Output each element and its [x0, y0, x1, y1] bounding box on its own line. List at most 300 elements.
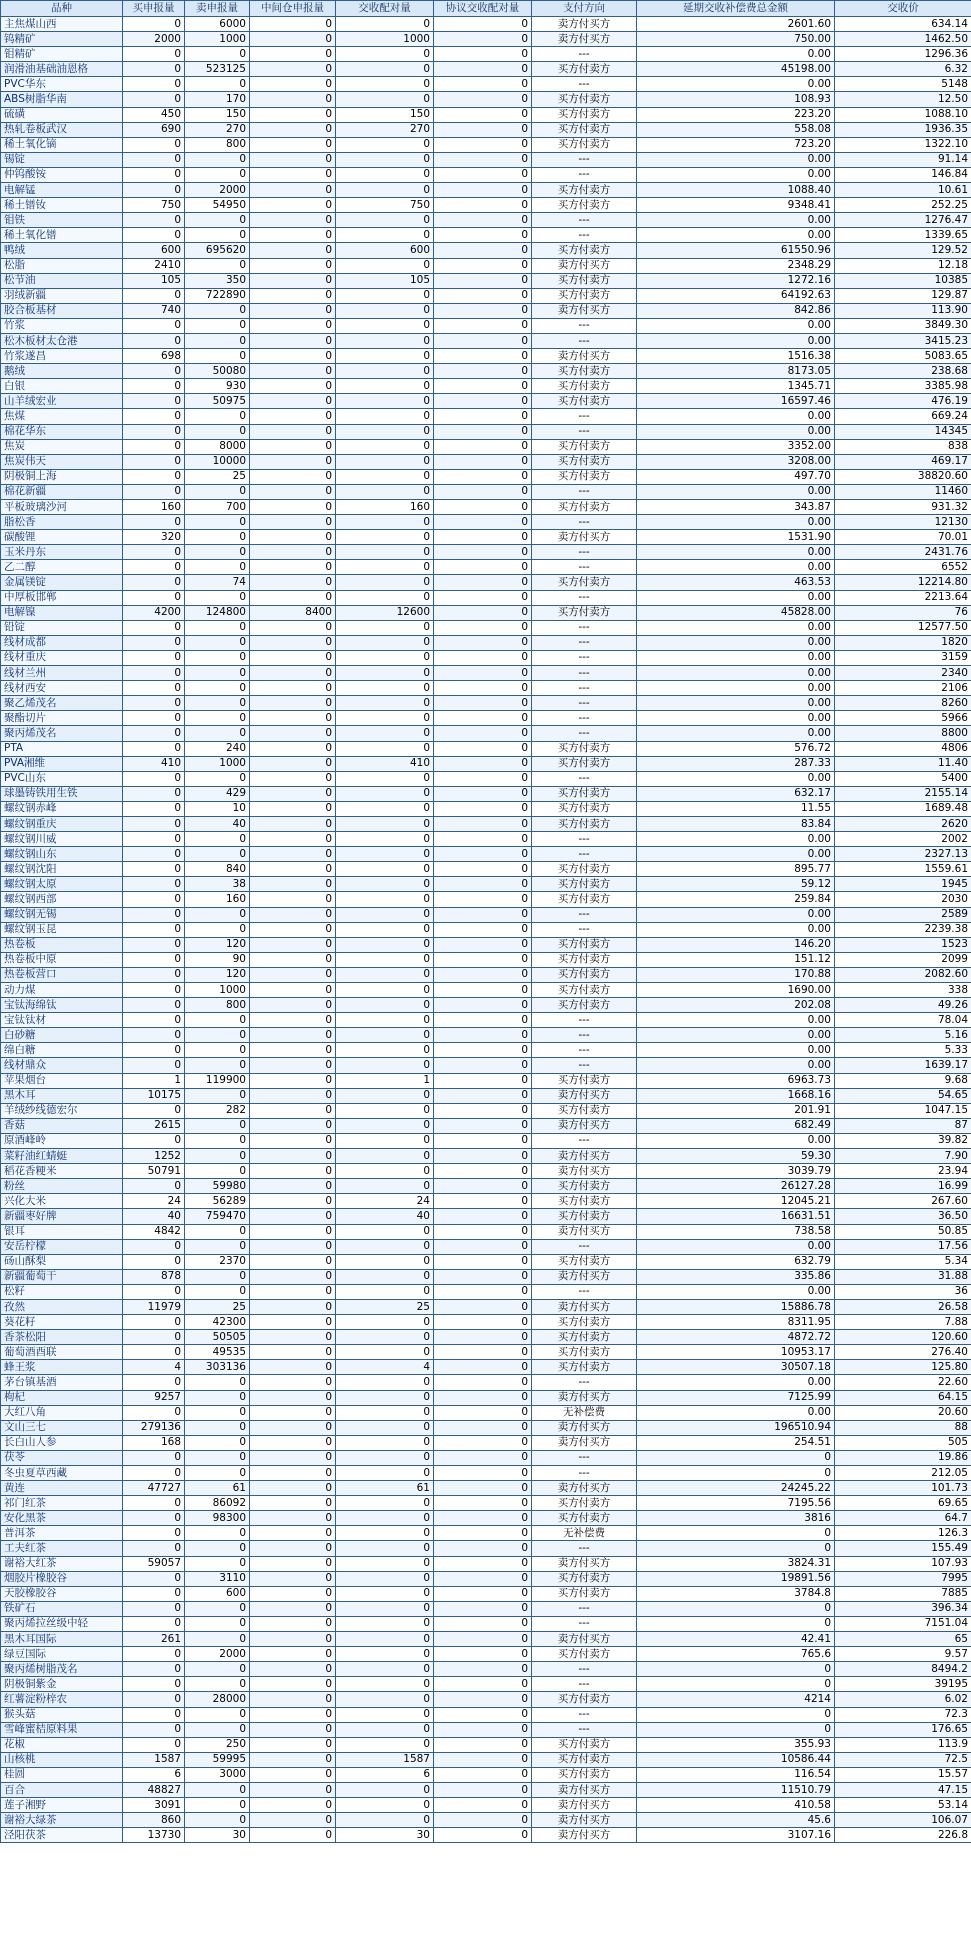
pay-direction-cell: ---	[532, 484, 637, 499]
pay-direction-cell: ---	[532, 333, 637, 348]
agreement-qty-cell: 0	[434, 198, 532, 213]
agreement-qty-cell: 0	[434, 1088, 532, 1103]
pay-direction-cell: 买方付卖方	[532, 107, 637, 122]
variety-cell: 粉丝	[1, 1179, 123, 1194]
agreement-qty-cell: 0	[434, 1103, 532, 1118]
buy-qty-cell: 6	[123, 1767, 185, 1782]
match-qty-cell: 0	[336, 1239, 434, 1254]
pay-direction-cell: 买方付卖方	[532, 1330, 637, 1345]
agreement-qty-cell: 0	[434, 1798, 532, 1813]
buy-qty-cell: 450	[123, 107, 185, 122]
variety-cell: 铁矿石	[1, 1601, 123, 1616]
buy-qty-cell: 0	[123, 983, 185, 998]
agreement-qty-cell: 0	[434, 1511, 532, 1526]
sell-qty-cell: 40	[185, 816, 250, 831]
buy-qty-cell: 160	[123, 500, 185, 515]
agreement-qty-cell: 0	[434, 1028, 532, 1043]
mid-qty-cell: 0	[250, 17, 336, 32]
mid-qty-cell: 0	[250, 318, 336, 333]
pay-direction-cell: 买方付卖方	[532, 1360, 637, 1375]
table-row	[1, 650, 971, 665]
match-qty-cell: 0	[336, 1179, 434, 1194]
buy-qty-cell: 0	[123, 515, 185, 530]
sell-qty-cell: 28000	[185, 1692, 250, 1707]
compensation-cell: 3107.16	[637, 1828, 835, 1843]
pay-direction-cell: 卖方付买方	[532, 1828, 637, 1843]
delivery-price-cell: 7.90	[835, 1149, 971, 1164]
compensation-cell: 0.00	[637, 1043, 835, 1058]
pay-direction-cell: ---	[532, 620, 637, 635]
agreement-qty-cell: 0	[434, 1466, 532, 1481]
pay-direction-cell: 买方付卖方	[532, 122, 637, 137]
variety-cell: 葵花籽	[1, 1315, 123, 1330]
agreement-qty-cell: 0	[434, 847, 532, 862]
match-qty-cell: 0	[336, 1028, 434, 1043]
mid-qty-cell: 0	[250, 1632, 336, 1647]
table-row	[1, 258, 971, 273]
match-qty-cell: 0	[336, 1632, 434, 1647]
table-row	[1, 213, 971, 228]
variety-cell: 稀土氧化镝	[1, 137, 123, 152]
delivery-price-cell: 16.99	[835, 1179, 971, 1194]
variety-cell: 葡萄酒酉联	[1, 1345, 123, 1360]
agreement-qty-cell: 0	[434, 1556, 532, 1571]
sell-qty-cell: 270	[185, 122, 250, 137]
mid-qty-cell: 0	[250, 198, 336, 213]
sell-qty-cell: 350	[185, 273, 250, 288]
mid-qty-cell: 0	[250, 1586, 336, 1601]
match-qty-cell: 105	[336, 273, 434, 288]
buy-qty-cell: 0	[123, 726, 185, 741]
pay-direction-cell: 买方付卖方	[532, 1254, 637, 1269]
sell-qty-cell: 0	[185, 711, 250, 726]
match-qty-cell: 0	[336, 17, 434, 32]
pay-direction-cell: 卖方付买方	[532, 530, 637, 545]
buy-qty-cell: 50791	[123, 1164, 185, 1179]
mid-qty-cell: 0	[250, 816, 336, 831]
sell-qty-cell: 0	[185, 1058, 250, 1073]
pay-direction-cell: ---	[532, 711, 637, 726]
match-qty-cell: 0	[336, 484, 434, 499]
buy-qty-cell: 698	[123, 349, 185, 364]
match-qty-cell: 40	[336, 1209, 434, 1224]
mid-qty-cell: 0	[250, 1813, 336, 1828]
agreement-qty-cell: 0	[434, 424, 532, 439]
buy-qty-cell: 0	[123, 967, 185, 982]
agreement-qty-cell: 0	[434, 877, 532, 892]
variety-cell: 香菇	[1, 1118, 123, 1133]
sell-qty-cell: 0	[185, 726, 250, 741]
delivery-price-cell: 7995	[835, 1571, 971, 1586]
match-qty-cell: 270	[336, 122, 434, 137]
pay-direction-cell: 买方付卖方	[532, 454, 637, 469]
buy-qty-cell: 0	[123, 937, 185, 952]
sell-qty-cell: 0	[185, 847, 250, 862]
sell-qty-cell: 50505	[185, 1330, 250, 1345]
mid-qty-cell: 0	[250, 1390, 336, 1405]
buy-qty-cell: 0	[123, 152, 185, 167]
delivery-price-cell: 5966	[835, 711, 971, 726]
agreement-qty-cell: 0	[434, 228, 532, 243]
agreement-qty-cell: 0	[434, 967, 532, 982]
agreement-qty-cell: 0	[434, 666, 532, 681]
sell-qty-cell: 0	[185, 1269, 250, 1284]
agreement-qty-cell: 0	[434, 1345, 532, 1360]
delivery-price-cell: 87	[835, 1118, 971, 1133]
variety-cell: ABS树脂华南	[1, 92, 123, 107]
agreement-qty-cell: 0	[434, 92, 532, 107]
compensation-cell: 24245.22	[637, 1481, 835, 1496]
pay-direction-cell: 买方付卖方	[532, 967, 637, 982]
mid-qty-cell: 0	[250, 92, 336, 107]
buy-qty-cell: 2000	[123, 32, 185, 47]
match-qty-cell: 0	[336, 771, 434, 786]
mid-qty-cell: 0	[250, 741, 336, 756]
buy-qty-cell: 0	[123, 1647, 185, 1662]
agreement-qty-cell: 0	[434, 771, 532, 786]
table-row	[1, 1179, 971, 1194]
mid-qty-cell: 0	[250, 907, 336, 922]
match-qty-cell: 0	[336, 213, 434, 228]
buy-qty-cell: 0	[123, 137, 185, 152]
mid-qty-cell: 0	[250, 1209, 336, 1224]
pay-direction-cell: 买方付卖方	[532, 183, 637, 198]
match-qty-cell: 0	[336, 922, 434, 937]
sell-qty-cell: 30	[185, 1828, 250, 1843]
match-qty-cell: 0	[336, 1692, 434, 1707]
match-qty-cell: 0	[336, 862, 434, 877]
sell-qty-cell: 1000	[185, 756, 250, 771]
sell-qty-cell: 0	[185, 545, 250, 560]
agreement-qty-cell: 0	[434, 1496, 532, 1511]
match-qty-cell: 0	[336, 1556, 434, 1571]
agreement-qty-cell: 0	[434, 907, 532, 922]
sell-qty-cell: 50080	[185, 364, 250, 379]
pay-direction-cell: 买方付卖方	[532, 756, 637, 771]
sell-qty-cell: 42300	[185, 1315, 250, 1330]
table-row	[1, 1813, 971, 1828]
agreement-qty-cell: 0	[434, 635, 532, 650]
table-row	[1, 228, 971, 243]
compensation-cell: 632.17	[637, 786, 835, 801]
delivery-price-cell: 6.02	[835, 1692, 971, 1707]
match-qty-cell: 0	[336, 1662, 434, 1677]
delivery-price-cell: 5148	[835, 77, 971, 92]
sell-qty-cell: 0	[185, 635, 250, 650]
compensation-cell: 0.00	[637, 167, 835, 182]
sell-qty-cell: 2000	[185, 1647, 250, 1662]
pay-direction-cell: 卖方付买方	[532, 1420, 637, 1435]
match-qty-cell: 0	[336, 877, 434, 892]
agreement-qty-cell: 0	[434, 1435, 532, 1450]
match-qty-cell: 0	[336, 394, 434, 409]
buy-qty-cell: 0	[123, 1058, 185, 1073]
delivery-price-cell: 1462.50	[835, 32, 971, 47]
buy-qty-cell: 0	[123, 1692, 185, 1707]
match-qty-cell: 0	[336, 937, 434, 952]
compensation-cell: 3039.79	[637, 1164, 835, 1179]
mid-qty-cell: 0	[250, 1133, 336, 1148]
mid-qty-cell: 0	[250, 1752, 336, 1767]
agreement-qty-cell: 0	[434, 77, 532, 92]
buy-qty-cell: 0	[123, 1345, 185, 1360]
table-row	[1, 741, 971, 756]
mid-qty-cell: 0	[250, 922, 336, 937]
mid-qty-cell: 0	[250, 1420, 336, 1435]
variety-cell: 砀山酥梨	[1, 1254, 123, 1269]
delivery-price-cell: 5400	[835, 771, 971, 786]
agreement-qty-cell: 0	[434, 1752, 532, 1767]
agreement-qty-cell: 0	[434, 892, 532, 907]
buy-qty-cell: 0	[123, 816, 185, 831]
delivery-price-cell: 39.82	[835, 1133, 971, 1148]
delivery-price-cell: 7885	[835, 1586, 971, 1601]
mid-qty-cell: 0	[250, 545, 336, 560]
delivery-price-cell: 69.65	[835, 1496, 971, 1511]
buy-qty-cell: 0	[123, 17, 185, 32]
compensation-cell: 0.00	[637, 152, 835, 167]
mid-qty-cell: 0	[250, 273, 336, 288]
table-row	[1, 1133, 971, 1148]
mid-qty-cell: 0	[250, 333, 336, 348]
delivery-price-cell: 931.32	[835, 500, 971, 515]
mid-qty-cell: 0	[250, 1375, 336, 1390]
pay-direction-cell: 买方付卖方	[532, 1767, 637, 1782]
sell-qty-cell: 54950	[185, 198, 250, 213]
compensation-cell: 196510.94	[637, 1420, 835, 1435]
table-row	[1, 303, 971, 318]
agreement-qty-cell: 0	[434, 1179, 532, 1194]
compensation-cell: 497.70	[637, 469, 835, 484]
agreement-qty-cell: 0	[434, 1571, 532, 1586]
compensation-cell: 12045.21	[637, 1194, 835, 1209]
pay-direction-cell: 卖方付买方	[532, 1632, 637, 1647]
pay-direction-cell: 买方付卖方	[532, 379, 637, 394]
compensation-cell: 750.00	[637, 32, 835, 47]
delivery-price-cell: 838	[835, 439, 971, 454]
match-qty-cell: 30	[336, 1828, 434, 1843]
match-qty-cell: 0	[336, 1315, 434, 1330]
buy-qty-cell: 4842	[123, 1224, 185, 1239]
variety-cell: 热卷板	[1, 937, 123, 952]
match-qty-cell: 0	[336, 832, 434, 847]
variety-cell: 谢裕大红茶	[1, 1556, 123, 1571]
delivery-price-cell: 2620	[835, 816, 971, 831]
pay-direction-cell: 买方付卖方	[532, 288, 637, 303]
variety-cell: 焦炭伟天	[1, 454, 123, 469]
buy-qty-cell: 0	[123, 439, 185, 454]
agreement-qty-cell: 0	[434, 1632, 532, 1647]
pay-direction-cell: 买方付卖方	[532, 1571, 637, 1586]
compensation-cell: 0.00	[637, 1013, 835, 1028]
match-qty-cell: 0	[336, 590, 434, 605]
variety-cell: 猴头菇	[1, 1707, 123, 1722]
agreement-qty-cell: 0	[434, 213, 532, 228]
delivery-price-cell: 125.80	[835, 1360, 971, 1375]
sell-qty-cell: 0	[185, 152, 250, 167]
pay-direction-cell: 买方付卖方	[532, 575, 637, 590]
match-qty-cell: 0	[336, 1284, 434, 1299]
delivery-price-cell: 2030	[835, 892, 971, 907]
table-row	[1, 62, 971, 77]
variety-cell: 安岳柠檬	[1, 1239, 123, 1254]
match-qty-cell: 0	[336, 183, 434, 198]
delivery-price-cell: 1820	[835, 635, 971, 650]
compensation-cell: 0.00	[637, 681, 835, 696]
table-row	[1, 635, 971, 650]
variety-cell: 聚丙烯树脂茂名	[1, 1662, 123, 1677]
pay-direction-cell: 卖方付买方	[532, 1299, 637, 1314]
sell-qty-cell: 2370	[185, 1254, 250, 1269]
sell-qty-cell: 98300	[185, 1511, 250, 1526]
compensation-cell: 558.08	[637, 122, 835, 137]
variety-cell: 茅台镇基酒	[1, 1375, 123, 1390]
pay-direction-cell: ---	[532, 1239, 637, 1254]
table-row	[1, 575, 971, 590]
delivery-price-cell: 669.24	[835, 409, 971, 424]
table-row	[1, 1330, 971, 1345]
buy-qty-cell: 0	[123, 1737, 185, 1752]
compensation-cell: 0.00	[637, 77, 835, 92]
buy-qty-cell: 0	[123, 1707, 185, 1722]
sell-qty-cell: 0	[185, 318, 250, 333]
variety-cell: 羽绒新疆	[1, 288, 123, 303]
buy-qty-cell: 2410	[123, 258, 185, 273]
agreement-qty-cell: 0	[434, 1828, 532, 1843]
agreement-qty-cell: 0	[434, 17, 532, 32]
agreement-qty-cell: 0	[434, 1707, 532, 1722]
table-row	[1, 1164, 971, 1179]
mid-qty-cell: 0	[250, 1692, 336, 1707]
delivery-price-cell: 2082.60	[835, 967, 971, 982]
mid-qty-cell: 0	[250, 1028, 336, 1043]
sell-qty-cell: 0	[185, 228, 250, 243]
mid-qty-cell: 0	[250, 1405, 336, 1420]
buy-qty-cell: 0	[123, 1662, 185, 1677]
sell-qty-cell: 0	[185, 258, 250, 273]
compensation-cell: 0.00	[637, 650, 835, 665]
sell-qty-cell: 6000	[185, 17, 250, 32]
delivery-price-cell: 1088.10	[835, 107, 971, 122]
agreement-qty-cell: 0	[434, 650, 532, 665]
buy-qty-cell: 740	[123, 303, 185, 318]
buy-qty-cell: 0	[123, 1284, 185, 1299]
buy-qty-cell: 24	[123, 1194, 185, 1209]
match-qty-cell: 0	[336, 650, 434, 665]
delivery-price-cell: 91.14	[835, 152, 971, 167]
table-row	[1, 1058, 971, 1073]
delivery-price-cell: 3849.30	[835, 318, 971, 333]
pay-direction-cell: ---	[532, 590, 637, 605]
match-qty-cell: 0	[336, 666, 434, 681]
sell-qty-cell: 722890	[185, 288, 250, 303]
mid-qty-cell: 0	[250, 243, 336, 258]
match-qty-cell: 0	[336, 349, 434, 364]
variety-cell: 棉花华东	[1, 424, 123, 439]
variety-cell: 聚乙烯茂名	[1, 696, 123, 711]
table-row	[1, 1767, 971, 1782]
compensation-cell: 1668.16	[637, 1088, 835, 1103]
pay-direction-cell: 买方付卖方	[532, 892, 637, 907]
buy-qty-cell: 0	[123, 847, 185, 862]
compensation-cell: 632.79	[637, 1254, 835, 1269]
pay-direction-cell: 卖方付买方	[532, 1118, 637, 1133]
pay-direction-cell: 卖方付买方	[532, 1269, 637, 1284]
buy-qty-cell: 878	[123, 1269, 185, 1284]
mid-qty-cell: 0	[250, 1466, 336, 1481]
pay-direction-cell: ---	[532, 635, 637, 650]
buy-qty-cell: 0	[123, 1496, 185, 1511]
compensation-cell: 0.00	[637, 47, 835, 62]
pay-direction-cell: 买方付卖方	[532, 605, 637, 620]
pay-direction-cell: 卖方付买方	[532, 17, 637, 32]
match-qty-cell: 0	[336, 907, 434, 922]
agreement-qty-cell: 0	[434, 1601, 532, 1616]
pay-direction-cell: 买方付卖方	[532, 816, 637, 831]
variety-cell: PVA湘维	[1, 756, 123, 771]
compensation-cell: 2348.29	[637, 258, 835, 273]
sell-qty-cell: 74	[185, 575, 250, 590]
table-header-row	[1, 1, 971, 17]
compensation-cell: 151.12	[637, 952, 835, 967]
sell-qty-cell: 0	[185, 1632, 250, 1647]
delivery-price-cell: 12130	[835, 515, 971, 530]
table-row	[1, 1118, 971, 1133]
delivery-price-cell: 469.17	[835, 454, 971, 469]
sell-qty-cell: 282	[185, 1103, 250, 1118]
mid-qty-cell: 0	[250, 1103, 336, 1118]
sell-qty-cell: 0	[185, 922, 250, 937]
pay-direction-cell: ---	[532, 666, 637, 681]
variety-cell: 电解锰	[1, 183, 123, 198]
column-header-variety: 品种	[1, 1, 123, 17]
table-row	[1, 877, 971, 892]
pay-direction-cell: 买方付卖方	[532, 1179, 637, 1194]
sell-qty-cell: 0	[185, 1662, 250, 1677]
compensation-cell: 0.00	[637, 635, 835, 650]
pay-direction-cell: ---	[532, 1466, 637, 1481]
compensation-cell: 0.00	[637, 620, 835, 635]
match-qty-cell: 0	[336, 1149, 434, 1164]
mid-qty-cell: 0	[250, 1269, 336, 1284]
buy-qty-cell: 0	[123, 1722, 185, 1737]
variety-cell: 螺纹钢川威	[1, 832, 123, 847]
agreement-qty-cell: 0	[434, 243, 532, 258]
compensation-cell: 0.00	[637, 1375, 835, 1390]
buy-qty-cell: 0	[123, 1466, 185, 1481]
delivery-price-cell: 47.15	[835, 1782, 971, 1797]
table-row	[1, 967, 971, 982]
match-qty-cell: 0	[336, 1043, 434, 1058]
pay-direction-cell: 买方付卖方	[532, 1345, 637, 1360]
table-row	[1, 77, 971, 92]
sell-qty-cell: 800	[185, 998, 250, 1013]
buy-qty-cell: 0	[123, 575, 185, 590]
compensation-cell: 3352.00	[637, 439, 835, 454]
compensation-cell: 3824.31	[637, 1556, 835, 1571]
match-qty-cell: 0	[336, 1526, 434, 1541]
sell-qty-cell: 0	[185, 424, 250, 439]
match-qty-cell: 0	[336, 1420, 434, 1435]
sell-qty-cell: 0	[185, 167, 250, 182]
buy-qty-cell: 0	[123, 379, 185, 394]
delivery-price-cell: 38820.60	[835, 469, 971, 484]
compensation-cell: 1088.40	[637, 183, 835, 198]
variety-cell: 聚丙烯拉丝级中轻	[1, 1616, 123, 1631]
mid-qty-cell: 0	[250, 1345, 336, 1360]
pay-direction-cell: ---	[532, 424, 637, 439]
variety-cell: 宝钛海绵钛	[1, 998, 123, 1013]
